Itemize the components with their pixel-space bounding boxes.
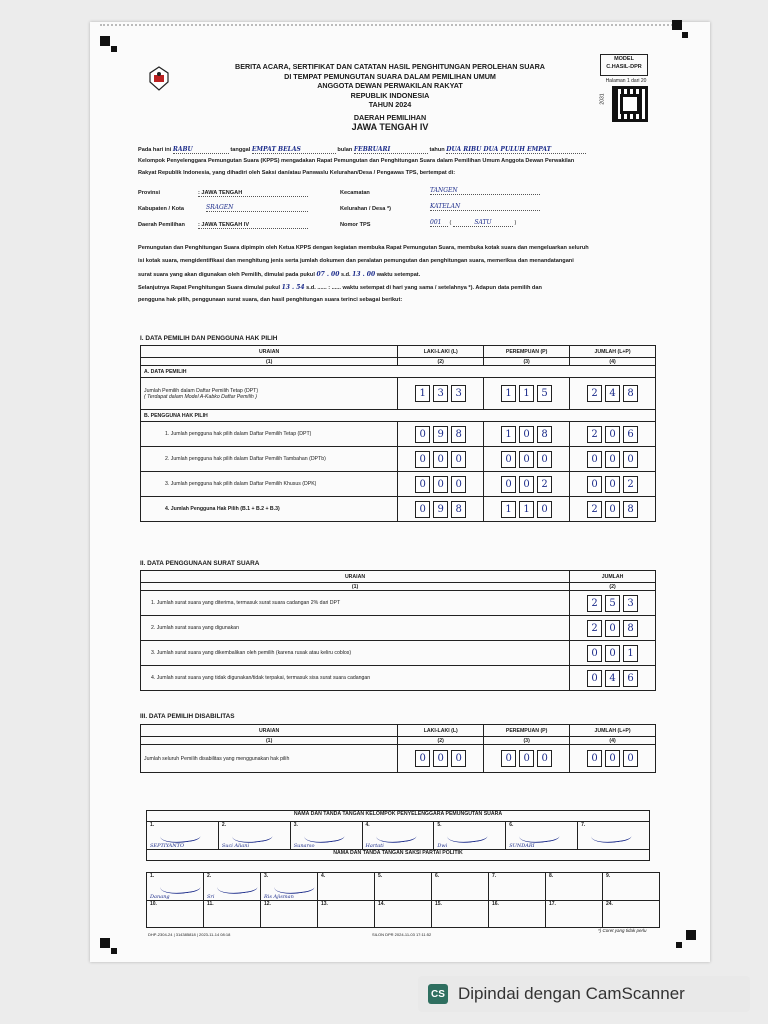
saksi-signature-table <box>146 872 660 928</box>
row-label: 1. Jumlah surat suara yang diterima, termasuk surat suara cadangan 2% dari DPT <box>141 591 570 616</box>
col-index: (3) <box>484 358 570 366</box>
signature-cell <box>603 873 660 901</box>
digit-box: 2 <box>587 501 602 518</box>
signature-number: 1. <box>150 873 155 879</box>
digit-box: 2 <box>587 620 602 637</box>
provinsi-label: Provinsi <box>138 190 161 196</box>
tahun-value: DUA RIBU DUA PULUH EMPAT <box>446 146 586 154</box>
signature-cell <box>318 873 375 901</box>
daerah-label: Daerah Pemilihan <box>138 222 185 228</box>
digit-box: 2 <box>587 385 602 402</box>
provinsi-value: : JAWA TENGAH <box>198 190 308 197</box>
signature-number: 8. <box>549 873 554 879</box>
digit-box: 8 <box>537 426 552 443</box>
digit-box: 0 <box>605 426 620 443</box>
signature-number: 12. <box>264 901 271 907</box>
col-index: (3) <box>484 737 570 745</box>
digit-box: 1 <box>501 426 516 443</box>
signature-number: 7. <box>581 822 586 828</box>
signature-cell <box>318 901 375 928</box>
signature-name: Hartati <box>365 843 384 849</box>
signature-table <box>146 810 650 861</box>
footer-code-mid: SILON DPR 2024-11-03 17:11:52 <box>372 932 432 937</box>
kecamatan-label: Kecamatan <box>340 190 370 196</box>
signature-cell <box>434 822 506 850</box>
signature-number: 11. <box>207 901 214 907</box>
digit-box: 8 <box>451 426 466 443</box>
registration-mark-icon <box>686 930 696 940</box>
digit-box: 0 <box>537 451 552 468</box>
section-3-title: III. DATA PEMILIH DISABILITAS <box>140 713 235 720</box>
col-index: (1) <box>141 737 398 745</box>
signature-number: 2. <box>207 873 212 879</box>
table-row <box>141 378 656 410</box>
table-row <box>141 591 656 616</box>
signature-cell <box>147 873 204 901</box>
digit-box: 5 <box>605 595 620 612</box>
digit-box: 0 <box>623 750 638 767</box>
digit-box: 5 <box>537 385 552 402</box>
row-label: 4. Jumlah Pengguna Hak Pilih (B.1 + B.2 + B.3) <box>141 497 398 522</box>
table-row <box>141 447 656 472</box>
digit-box: 0 <box>451 750 466 767</box>
table-row <box>141 616 656 641</box>
digit-box: 1 <box>519 501 534 518</box>
digit-box: 0 <box>587 645 602 662</box>
digit-box: 1 <box>519 385 534 402</box>
digit-box: 3 <box>433 385 448 402</box>
digit-box: 2 <box>587 595 602 612</box>
footer-note: *) Coret yang tidak perlu <box>598 928 647 933</box>
digit-box: 0 <box>415 451 430 468</box>
col-uraian: URAIAN <box>141 571 570 583</box>
digit-box: 2 <box>537 476 552 493</box>
signature-name: Sri <box>207 894 215 900</box>
section-2-table <box>140 570 656 691</box>
section-a-title: A. DATA PEMILIH <box>141 366 656 378</box>
row-label: 4. Jumlah surat suara yang tidak digunakan/tidak terpakai, termasuk sisa surat suara cadangan <box>141 666 570 691</box>
signature-number: 14. <box>378 901 385 907</box>
signature-cell <box>375 901 432 928</box>
row-label: 2. Jumlah surat suara yang digunakan <box>141 616 570 641</box>
signature-number: 9. <box>606 873 611 879</box>
signature-cell <box>147 901 204 928</box>
digit-box: 0 <box>587 750 602 767</box>
col-laki: LAKI-LAKI (L) <box>398 346 484 358</box>
digit-box: 0 <box>415 501 430 518</box>
signature-cell <box>204 901 261 928</box>
signature-cell <box>546 901 603 928</box>
perforation-line <box>100 24 680 26</box>
registration-mark-icon <box>111 948 117 954</box>
tanggal-value: EMPAT BELAS <box>252 146 336 154</box>
table-row <box>141 472 656 497</box>
signature-number: 15. <box>435 901 442 907</box>
digit-box: 0 <box>519 750 534 767</box>
table-row <box>141 641 656 666</box>
signature-number: 6. <box>435 873 440 879</box>
registration-mark-icon <box>682 32 688 38</box>
signature-cell <box>261 873 318 901</box>
bulan-value: FEBRUARI <box>354 146 428 154</box>
col-index: (2) <box>570 583 656 591</box>
col-index: (1) <box>141 583 570 591</box>
row-label: Jumlah seluruh Pemilih disabilitas yang menggunakan hak pilih <box>141 745 398 773</box>
digit-box: 0 <box>501 451 516 468</box>
digit-box: 0 <box>537 750 552 767</box>
digit-box: 0 <box>623 451 638 468</box>
digit-box: 0 <box>605 750 620 767</box>
kecamatan-value: TANGEN <box>430 187 540 195</box>
hari-value: RABU <box>173 146 229 154</box>
signature-cell <box>546 873 603 901</box>
digit-box: 0 <box>537 501 552 518</box>
signature-name: Dwi <box>437 843 448 849</box>
signature-number: 10. <box>150 901 157 907</box>
digit-box: 0 <box>605 501 620 518</box>
col-uraian: URAIAN <box>141 346 398 358</box>
digit-box: 4 <box>605 670 620 687</box>
tps-value-line: 001 ( SATU ) <box>430 219 517 226</box>
body-text-4: Selanjutnya Rapat Penghitungan Suara dimulai pukul 13 . 54 s.d. ...... : ...... waktu setempat di hari yang sama / setelahnya *). Adapun data pemilih dan <box>138 284 542 291</box>
signature-cell <box>489 901 546 928</box>
signature-cell <box>147 822 219 850</box>
tps-code: 2031 <box>599 93 606 105</box>
digit-box: 0 <box>415 750 430 767</box>
row-label: 1. Jumlah pengguna hak pilih dalam Daftar Pemilih Tetap (DPT) <box>141 422 398 447</box>
col-index: (4) <box>570 737 656 745</box>
signature-number: 6. <box>509 822 514 828</box>
intro-line-1: Kelompok Penyelenggara Pemungutan Suara (KPPS) mengadakan Rapat Pemungutan dan Penghitungan Suara dalam Pemilihan Umum Anggota Dewan Perwakilan <box>138 158 575 164</box>
col-jumlah: JUMLAH <box>570 571 656 583</box>
digit-box: 3 <box>451 385 466 402</box>
col-index: (4) <box>570 358 656 366</box>
camscanner-text: Dipindai dengan CamScanner <box>458 984 685 1003</box>
col-jumlah: JUMLAH (L+P) <box>570 346 656 358</box>
registration-mark-icon <box>100 36 110 46</box>
signature-number: 5. <box>437 822 442 828</box>
digit-box: 2 <box>623 476 638 493</box>
camscanner-watermark <box>418 976 750 1012</box>
form-title: BERITA ACARA, SERTIFIKAT DAN CATATAN HASIL PENGHITUNGAN PEROLEHAN SUARA DI TEMPAT PEMUNGUTAN SUARA DALAM PEMILIHAN UMUM ANGGOTA DEWAN PERWAKILAN RAKYAT REPUBLIK INDONESIA TAHUN 2024 DAERAH PEMILIHAN JAWA TENGAH IV <box>235 62 545 132</box>
kpu-logo-icon <box>148 66 170 92</box>
digit-box: 0 <box>519 451 534 468</box>
section-1-table <box>140 345 656 522</box>
signature-cell <box>261 901 318 928</box>
digit-box: 3 <box>623 595 638 612</box>
digit-box: 0 <box>519 426 534 443</box>
digit-box: 0 <box>433 451 448 468</box>
signature-cell <box>432 901 489 928</box>
signature-number: 13. <box>321 901 328 907</box>
row-label: 3. Jumlah surat suara yang dikembalikan oleh pemilih (karena rusak atau keliru coblos) <box>141 641 570 666</box>
section-1-title: I. DATA PEMILIH DAN PENGGUNA HAK PILIH <box>140 335 278 342</box>
qr-code-icon <box>620 94 640 114</box>
digit-box: 1 <box>501 501 516 518</box>
table-row <box>141 666 656 691</box>
signature-number: 16. <box>492 901 499 907</box>
signature-cell <box>375 873 432 901</box>
signature-cell <box>204 873 261 901</box>
col-uraian: URAIAN <box>141 725 398 737</box>
col-index: (2) <box>398 358 484 366</box>
signature-cell <box>603 901 660 928</box>
signature-name: Suci Aliani <box>221 843 250 849</box>
row-label: 2. Jumlah pengguna hak pilih dalam Daftar Pemilih Tambahan (DPTb) <box>141 447 398 472</box>
digit-box: 1 <box>415 385 430 402</box>
signature-number: 5. <box>378 873 383 879</box>
signature-cell <box>290 822 362 850</box>
digit-box: 8 <box>451 501 466 518</box>
digit-box: 0 <box>415 476 430 493</box>
signature-name: Danang <box>150 894 170 900</box>
signature-name: SEPTIYANTO <box>150 843 185 849</box>
digit-box: 1 <box>623 645 638 662</box>
body-text-3: surat suara yang akan digunakan oleh Pemilih, dimulai pada pukul 07 . 00 s.d. 13 . 00 waktu setempat. <box>138 271 421 278</box>
signature-scribble-icon <box>447 825 489 845</box>
signature-number: 4. <box>365 822 370 828</box>
col-perempuan: PEREMPUAN (P) <box>484 725 570 737</box>
digit-box: 9 <box>433 501 448 518</box>
digit-box: 0 <box>587 451 602 468</box>
digit-box: 0 <box>605 476 620 493</box>
digit-box: 0 <box>501 476 516 493</box>
page-count: Halaman 1 dari 20 <box>605 78 647 84</box>
digit-box: 2 <box>587 426 602 443</box>
digit-box: 0 <box>605 645 620 662</box>
kelurahan-label: Kelurahan / Desa *) <box>340 206 391 212</box>
col-index: (1) <box>141 358 398 366</box>
signature-number: 7. <box>492 873 497 879</box>
saksi-signature-title: NAMA DAN TANDA TANGAN SAKSI PARTAI POLITIK <box>147 850 650 861</box>
table-row <box>141 745 656 773</box>
signature-scribble-icon <box>216 876 258 896</box>
signature-name: SUNDARI <box>509 843 535 849</box>
camscanner-logo-icon: CS <box>428 984 448 1004</box>
digit-box: 0 <box>587 670 602 687</box>
digit-box: 4 <box>605 385 620 402</box>
table-row <box>141 497 656 522</box>
row-label: 3. Jumlah pengguna hak pilih dalam Daftar Pemilih Khusus (DPK) <box>141 472 398 497</box>
signature-cell <box>578 822 650 850</box>
section-3-table <box>140 724 656 773</box>
registration-mark-icon <box>111 46 117 52</box>
daerah-value: : JAWA TENGAH IV <box>198 222 308 229</box>
signature-number: 1. <box>150 822 155 828</box>
registration-mark-icon <box>672 20 682 30</box>
col-laki: LAKI-LAKI (L) <box>398 725 484 737</box>
registration-mark-icon <box>676 942 682 948</box>
footer-code-left: DHP-2304-24 | 314385818 | 2023-11-14 08:18 <box>148 932 231 937</box>
digit-box: 0 <box>519 476 534 493</box>
digit-box: 0 <box>605 451 620 468</box>
registration-mark-icon <box>100 938 110 948</box>
col-index: (2) <box>398 737 484 745</box>
digit-box: 8 <box>623 501 638 518</box>
kabupaten-label: Kabupaten / Kota <box>138 206 184 212</box>
col-jumlah: JUMLAH (L+P) <box>570 725 656 737</box>
table-row <box>141 422 656 447</box>
digit-box: 0 <box>501 750 516 767</box>
digit-box: 0 <box>433 476 448 493</box>
digit-box: 8 <box>623 620 638 637</box>
signature-name: Ris Ajisman <box>264 894 294 900</box>
digit-box: 0 <box>415 426 430 443</box>
kelurahan-value: KATELAN <box>430 203 540 211</box>
row-label: Jumlah Pemilih dalam Daftar Pemilih Tetap (DPT) ( Terdapat dalam Model A-Kabko Daftar Pemilih ) <box>141 378 398 410</box>
body-text-5: pengguna hak pilih, penggunaan surat suara, dan hasil penghitungan suara terinci sebagai berikut: <box>138 297 403 303</box>
signature-number: 24. <box>606 901 613 907</box>
digit-box: 0 <box>433 750 448 767</box>
section-2-title: II. DATA PENGGUNAAN SURAT SUARA <box>140 560 260 567</box>
digit-box: 0 <box>451 476 466 493</box>
signature-name: Sunarso <box>293 843 315 849</box>
signature-cell <box>506 822 578 850</box>
signature-cell <box>218 822 290 850</box>
col-perempuan: PEREMPUAN (P) <box>484 346 570 358</box>
intro-line-2: Rakyat Republik Indonesia, yang dihadiri oleh Saksi dan/atau Panwaslu Kelurahan/Desa / Pengawas TPS, bertempat di: <box>138 170 456 176</box>
digit-box: 0 <box>451 451 466 468</box>
digit-box: 8 <box>623 385 638 402</box>
signature-cell <box>362 822 434 850</box>
body-text-1: Pemungutan dan Penghitungan Suara dipimpin oleh Ketua KPPS dengan kegiatan membuka Rapat Pemungutan Suara, membuka kotak suara dan mengeluarkan seluruh <box>138 245 589 251</box>
kpps-signature-title: NAMA DAN TANDA TANGAN KELOMPOK PENYELENGGARA PEMUNGUTAN SUARA <box>147 811 650 822</box>
signature-cell <box>489 873 546 901</box>
signature-number: 17. <box>549 901 556 907</box>
kabupaten-value: SRAGEN <box>206 204 308 212</box>
digit-box: 0 <box>587 476 602 493</box>
digit-box: 1 <box>501 385 516 402</box>
body-text-2: isi kotak suara, mengidentifikasi dan menghitung jenis serta jumlah dokumen dan peralatan pemungutan dan penghitungan suara, memeriksa dan menandatangani <box>138 258 574 264</box>
intro-date-line: Pada hari ini RABU tanggal EMPAT BELAS bulan FEBRUARI tahun DUA RIBU DUA PULUH EMPAT <box>138 146 586 154</box>
signature-number: 3. <box>293 822 298 828</box>
signature-number: 3. <box>264 873 269 879</box>
digit-box: 0 <box>605 620 620 637</box>
model-box: MODEL C.HASIL-DPR <box>600 54 648 76</box>
digit-box: 6 <box>623 670 638 687</box>
tps-label: Nomor TPS <box>340 222 371 228</box>
signature-number: 4. <box>321 873 326 879</box>
signature-scribble-icon <box>590 825 632 845</box>
signature-cell <box>432 873 489 901</box>
digit-box: 9 <box>433 426 448 443</box>
signature-number: 2. <box>221 822 227 828</box>
section-b-title: B. PENGGUNA HAK PILIH <box>141 410 656 422</box>
digit-box: 6 <box>623 426 638 443</box>
